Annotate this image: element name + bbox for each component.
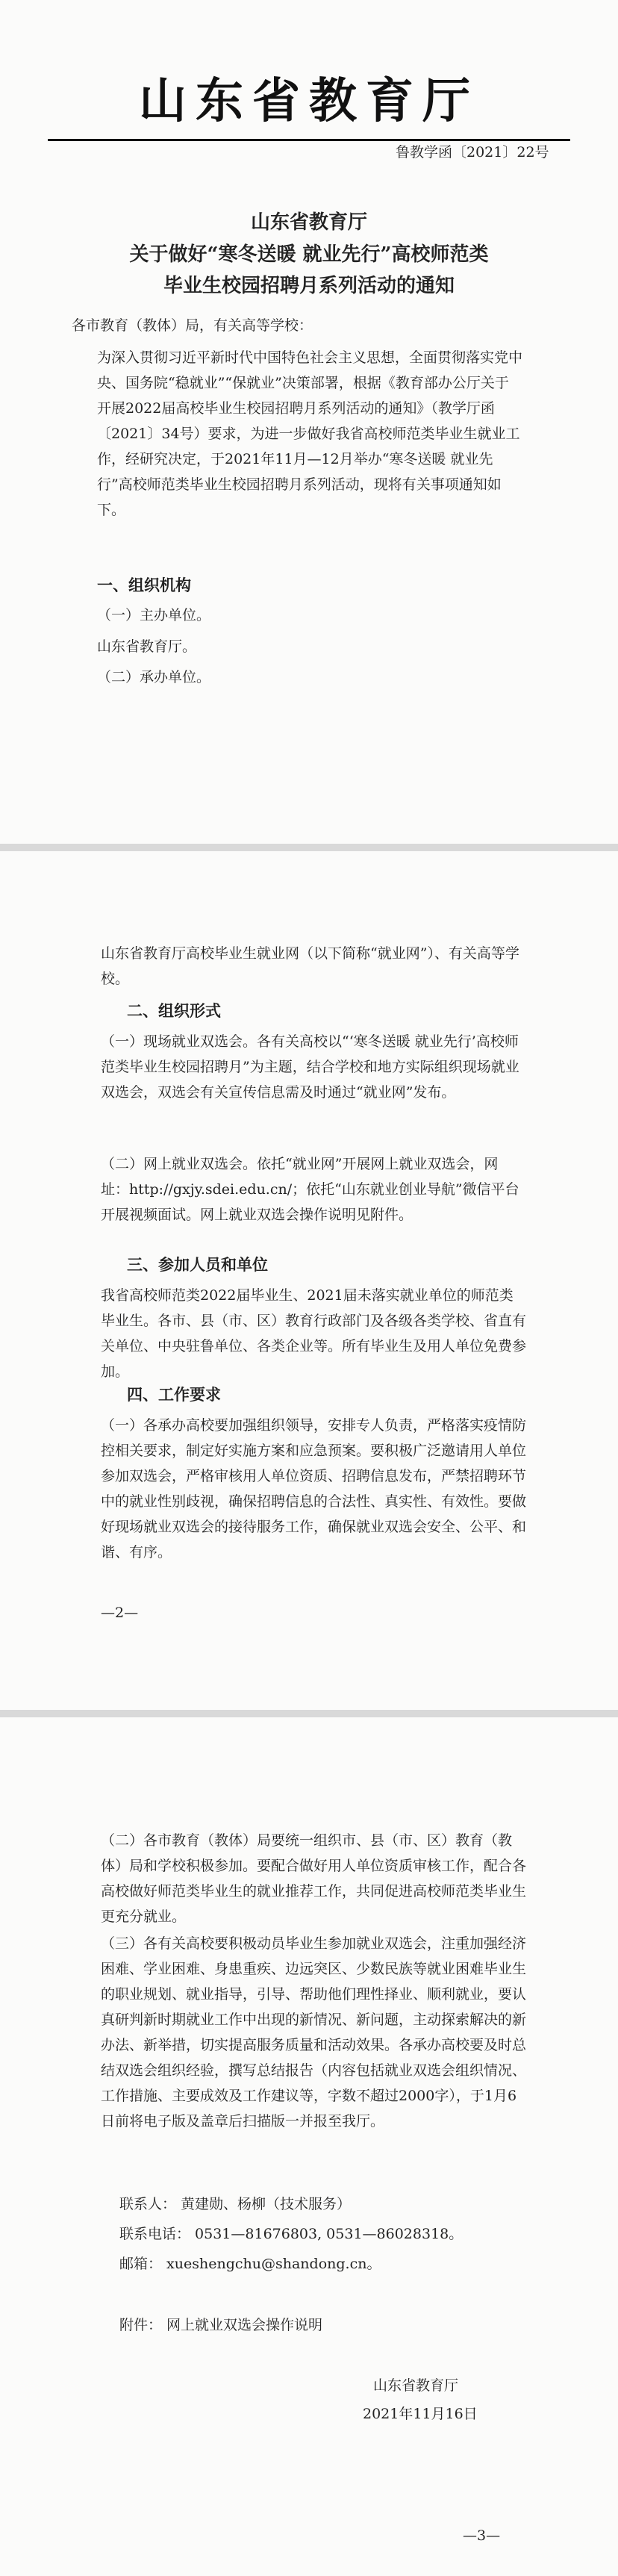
- document-page-3: [0, 1717, 618, 2576]
- title-line-3: 毕业生校园招聘月系列活动的通知: [163, 275, 455, 297]
- co-organizer-body: 山东省教育厅高校毕业生就业网（以下简称“就业网”）、有关高等学校。: [101, 945, 519, 987]
- onsite-fair-paragraph: （一）现场就业双选会。各有关高校以“‘寒冬送暖 就业先行’高校师范类毕业生校园招聘月”为主题，结合学校和地方实际组织现场就业双选会，双选会有关宣传信息需及时通过“就业网”发布。: [101, 1033, 519, 1101]
- requirement-1-paragraph: （一）各承办高校要加强组织领导，安排专人负责，严格落实疫情防控相关要求，制定好实施方案和应急预案。要积极广泛邀请用人单位参加双选会，严格审核用人单位资质、招聘信息发布，严禁招聘环节中的就业性别歧视，确保招聘信息的合法性、真实性、有效性。要做好现场就业双选会的接待服务工作，确保就业双选会安全、公平、和谐、有序。: [101, 1417, 527, 1561]
- contact-phone: 联系电话： 0531—81676803, 0531—86028318。: [119, 2226, 464, 2242]
- section-4-heading: 四、工作要求: [127, 1385, 221, 1404]
- signing-organization: 山东省教育厅: [373, 2377, 459, 2394]
- requirement-3-paragraph: （三）各有关高校要积极动员毕业生参加就业双选会，注重加强经济困难、学业困难、身患重疾、边远突区、少数民族等就业困难毕业生的职业规划、就业指导，引导、帮助他们理性择业、顺利就业，要认真研判新时期就业工作中出现的新情况、新问题，主动探索解决的新办法、新举措，切实提高服务质量和活动效果。各承办高校要及时总结双选会组织经验，撰写总结报告（内容包括就业双选会组织情况、工作措施、主要成效及工作建议等，字数不超过2000字），于1月6日前将电子版及盖章后扫描版一并报至我厅。: [101, 1935, 527, 2129]
- section-2-heading: 二、组织形式: [127, 1001, 221, 1020]
- organizer-body: 山东省教育厅。: [97, 638, 197, 655]
- title-line-2: 关于做好“寒冬送暖 就业先行”高校师范类: [129, 243, 489, 266]
- signing-date: 2021年11月16日: [363, 2406, 478, 2422]
- contact-email: 邮箱： xueshengchu@shandong.cn。: [119, 2256, 381, 2272]
- title-line-1: 山东省教育厅: [250, 211, 367, 234]
- masthead-rule: [48, 139, 570, 141]
- participants-paragraph: 我省高校师范类2022届毕业生、2021届未落实就业单位的师范类毕业生。各市、县（市、区）教育行政部门及各级各类学校、省直有关单位、中央驻鲁单位、各类企业等。所有毕业生及用人单位免费参加。: [101, 1287, 527, 1380]
- doc-number: 鲁教学函〔2021〕22号: [396, 144, 549, 161]
- intro-paragraph: 为深入贯彻习近平新时代中国特色社会主义思想，全面贯彻落实党中央、国务院“稳就业”“保就业”决策部署，根据《教育部办公厅关于开展2022届高校毕业生校园招聘月系列活动的通知》（教学厅函〔2021〕34号）要求，为进一步做好我省高校师范类毕业生就业工作，经研究决定，于2021年11月—12月举办“寒冬送暖 就业先行”高校师范类毕业生校园招聘月系列活动，现将有关事项通知如下。: [97, 349, 523, 518]
- contact-people: 联系人： 黄建勋、杨柳（技术服务）: [119, 2196, 352, 2212]
- co-organizer-label: （二）承办单位。: [97, 669, 211, 685]
- document-page-1: [0, 0, 618, 844]
- page-number-2: —2—: [101, 1605, 139, 1621]
- salutation: 各市教育（教体）局，有关高等学校：: [72, 317, 313, 334]
- masthead: 山东省教育厅: [139, 73, 479, 129]
- section-3-heading: 三、参加人员和单位: [127, 1255, 268, 1274]
- document-page-2: [0, 851, 618, 1710]
- section-1-heading: 一、组织机构: [97, 576, 191, 594]
- online-fair-paragraph: （二）网上就业双选会。依托“就业网”开展网上就业双选会，网址：http://gxjy.sdei.edu.cn/；依托“山东就业创业导航”微信平台开展视频面试。网上就业双选会操作说明见附件。: [101, 1156, 519, 1223]
- page-number-3: —3—: [463, 2527, 501, 2544]
- organizer-label: （一）主办单位。: [97, 607, 211, 623]
- attachment-line: 附件： 网上就业双选会操作说明: [119, 2317, 323, 2333]
- requirement-2-paragraph: （二）各市教育（教体）局要统一组织市、县（市、区）教育（教体）局和学校积极参加。要配合做好用人单位资质审核工作，配合各高校做好师范类毕业生的就业推荐工作，共同促进高校师范类毕业生更充分就业。: [101, 1832, 527, 1925]
